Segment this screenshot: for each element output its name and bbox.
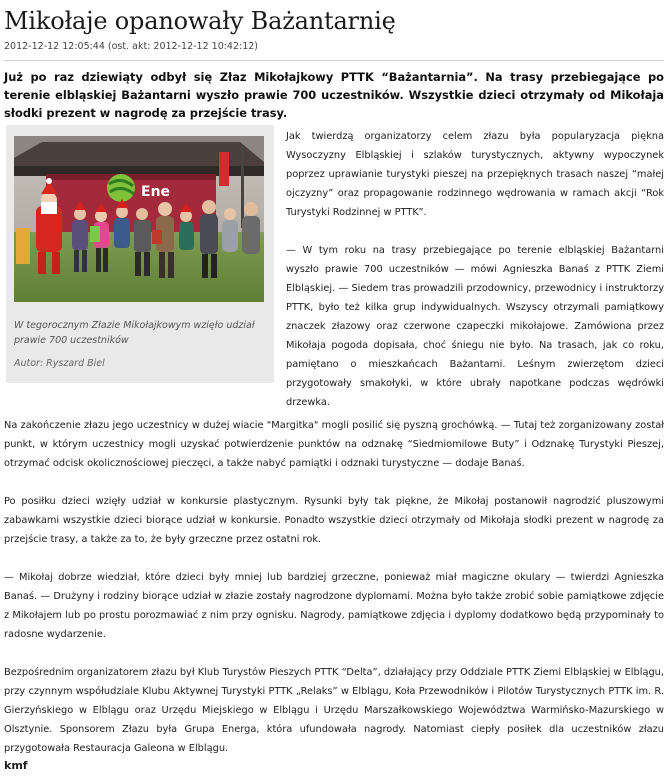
author-signature: kmf [4, 759, 28, 772]
body-paragraph: Bezpośrednim organizatorem złazu był Klub Turystów Pieszych PTTK “Delta”, działający przy Oddziale PTTK Ziemi Elbląskiej w Elblągu, przy czynnym współudziale Klubu Aktywnej Turystyki PTTK „Relaks” w Elblągu, Koła Przewodników i Pilotów Turystycznych PTTK im. R. Gierzyńskiego w Elblągu oraz Urzędu Miejskiego w Elblągu i Urzędu Marszałkowskiego Województwa Warmińsko-Mazurskiego w Olsztynie. Sponsorem Złazu była Grupa Energa, która ufundowała nagrody. Natomiast ciepły posiłek dla uczestników złazu przygotowała Restauracja Galeona w Elblągu. [4, 667, 664, 754]
article-body-right [286, 127, 664, 431]
article-body [4, 416, 664, 774]
article-photo[interactable] [14, 136, 264, 302]
article-lead: Już po raz dziewiąty odbył się Złaz Mikołajkowy PTTK “Bażantarnia”. Na trasy przebiegające po terenie elbląskiej Bażantarni wyszło prawie 700 uczestników. Wszystkie dzieci otrzymały od Mikołaja słodki prezent w nagrodę za przejście trasy. [4, 70, 664, 120]
body-paragraph: Po posiłku dzieci wzięły udział w konkursie plastycznym. Rysunki były tak piękne, że Mikołaj postanowił nagrodzić pluszowymi zabawkami wszystkie dzieci biorące udział w konkursie. Ponadto wszystkie dzieci otrzymały od Mikołaja słodki prezent w nagrodę za przejście trasy, a także za to, że były grzeczne przez ostatni rok. [4, 496, 664, 545]
sign-text: Ene [141, 184, 171, 200]
article-title: Mikołaje opanowały Bażantarnię [4, 7, 396, 35]
body-paragraph: Na zakończenie złazu jego uczestnicy w dużej wiacie "Margitka" mogli posilić się pyszną grochówką. — Tutaj też zorganizowany został punkt, w którym uczestnicy mogli uzyskać potwierdzenie punktów na odznakę “Siedmiomilowe Buty” i Odznakę Turystyki Pieszej, otrzymać odcisk okolicznościowej pieczęci, a także nabyć pamiątki i odznaki turystyczne — dodaje Banaś. [4, 420, 664, 469]
article [4, 0, 664, 122]
photo-author: Autor: Ryszard Biel [14, 358, 105, 369]
body-paragraph: — Mikołaj dobrze wiedział, które dzieci były mniej lub bardziej grzeczne, ponieważ miał magiczne okulary — twierdzi Agnieszka Banaś. — Drużyny i rodziny biorące udział w złazie zostały nagrodzone dyplomami. Można było także zrobić sobie pamiątkowe zdjęcie z Mikołajem lub po prostu porozmawiać z nim przy ognisku. Nagrody, pamiątkowe zdjęcia i dyplomy dodatkowo będą przypominały to radosne wydarzenie. [4, 572, 664, 640]
body-paragraph: Jak twierdzą organizatorzy celem złazu była popularyzacja piękna Wysoczyzny Elbląskiej i szlaków turystycznych, aktywny wypoczynek poprzez uprawianie turystyki pieszej na przepięknych trasach naszej “małej ojczyzny” oraz propagowanie rodzinnego wędrowania w ramach akcji “Rok Turystyki Rodzinnej w PTTK”. [286, 131, 664, 218]
title-divider [4, 60, 664, 61]
article-date: 2012-12-12 12:05:44 (ost. akt: 2012-12-12 10:42:12) [4, 41, 259, 52]
photo-caption: W tegorocznym Złazie Mikołajkowym wzięło udział prawie 700 uczestników [14, 320, 255, 346]
body-paragraph: — W tym roku na trasy przebiegające po terenie elbląskiej Bażantarni wyszło prawie 700 uczestników — mówi Agnieszka Banaś z PTTK Ziemi Elbląskiej. — Siedem tras prowadzili przodownicy, przewodnicy i instruktorzy PTTK, było też kilka grup indywidualnych. Wszyscy otrzymali pamiątkowy znaczek złazowy oraz czerwone czapeczki mikołajowe. Zamówiona przez Mikołaja pogoda dopisała, choć śniegu nie było. Na trasach, jak co roku, pamiętano o mieszkańcach Bażantarni. Leśnym zwierzętom dzieci przygotowały smakołyki, w które ubrały napotkane podczas wędrówki drzewka. [286, 245, 664, 408]
photo-figure [6, 125, 274, 383]
